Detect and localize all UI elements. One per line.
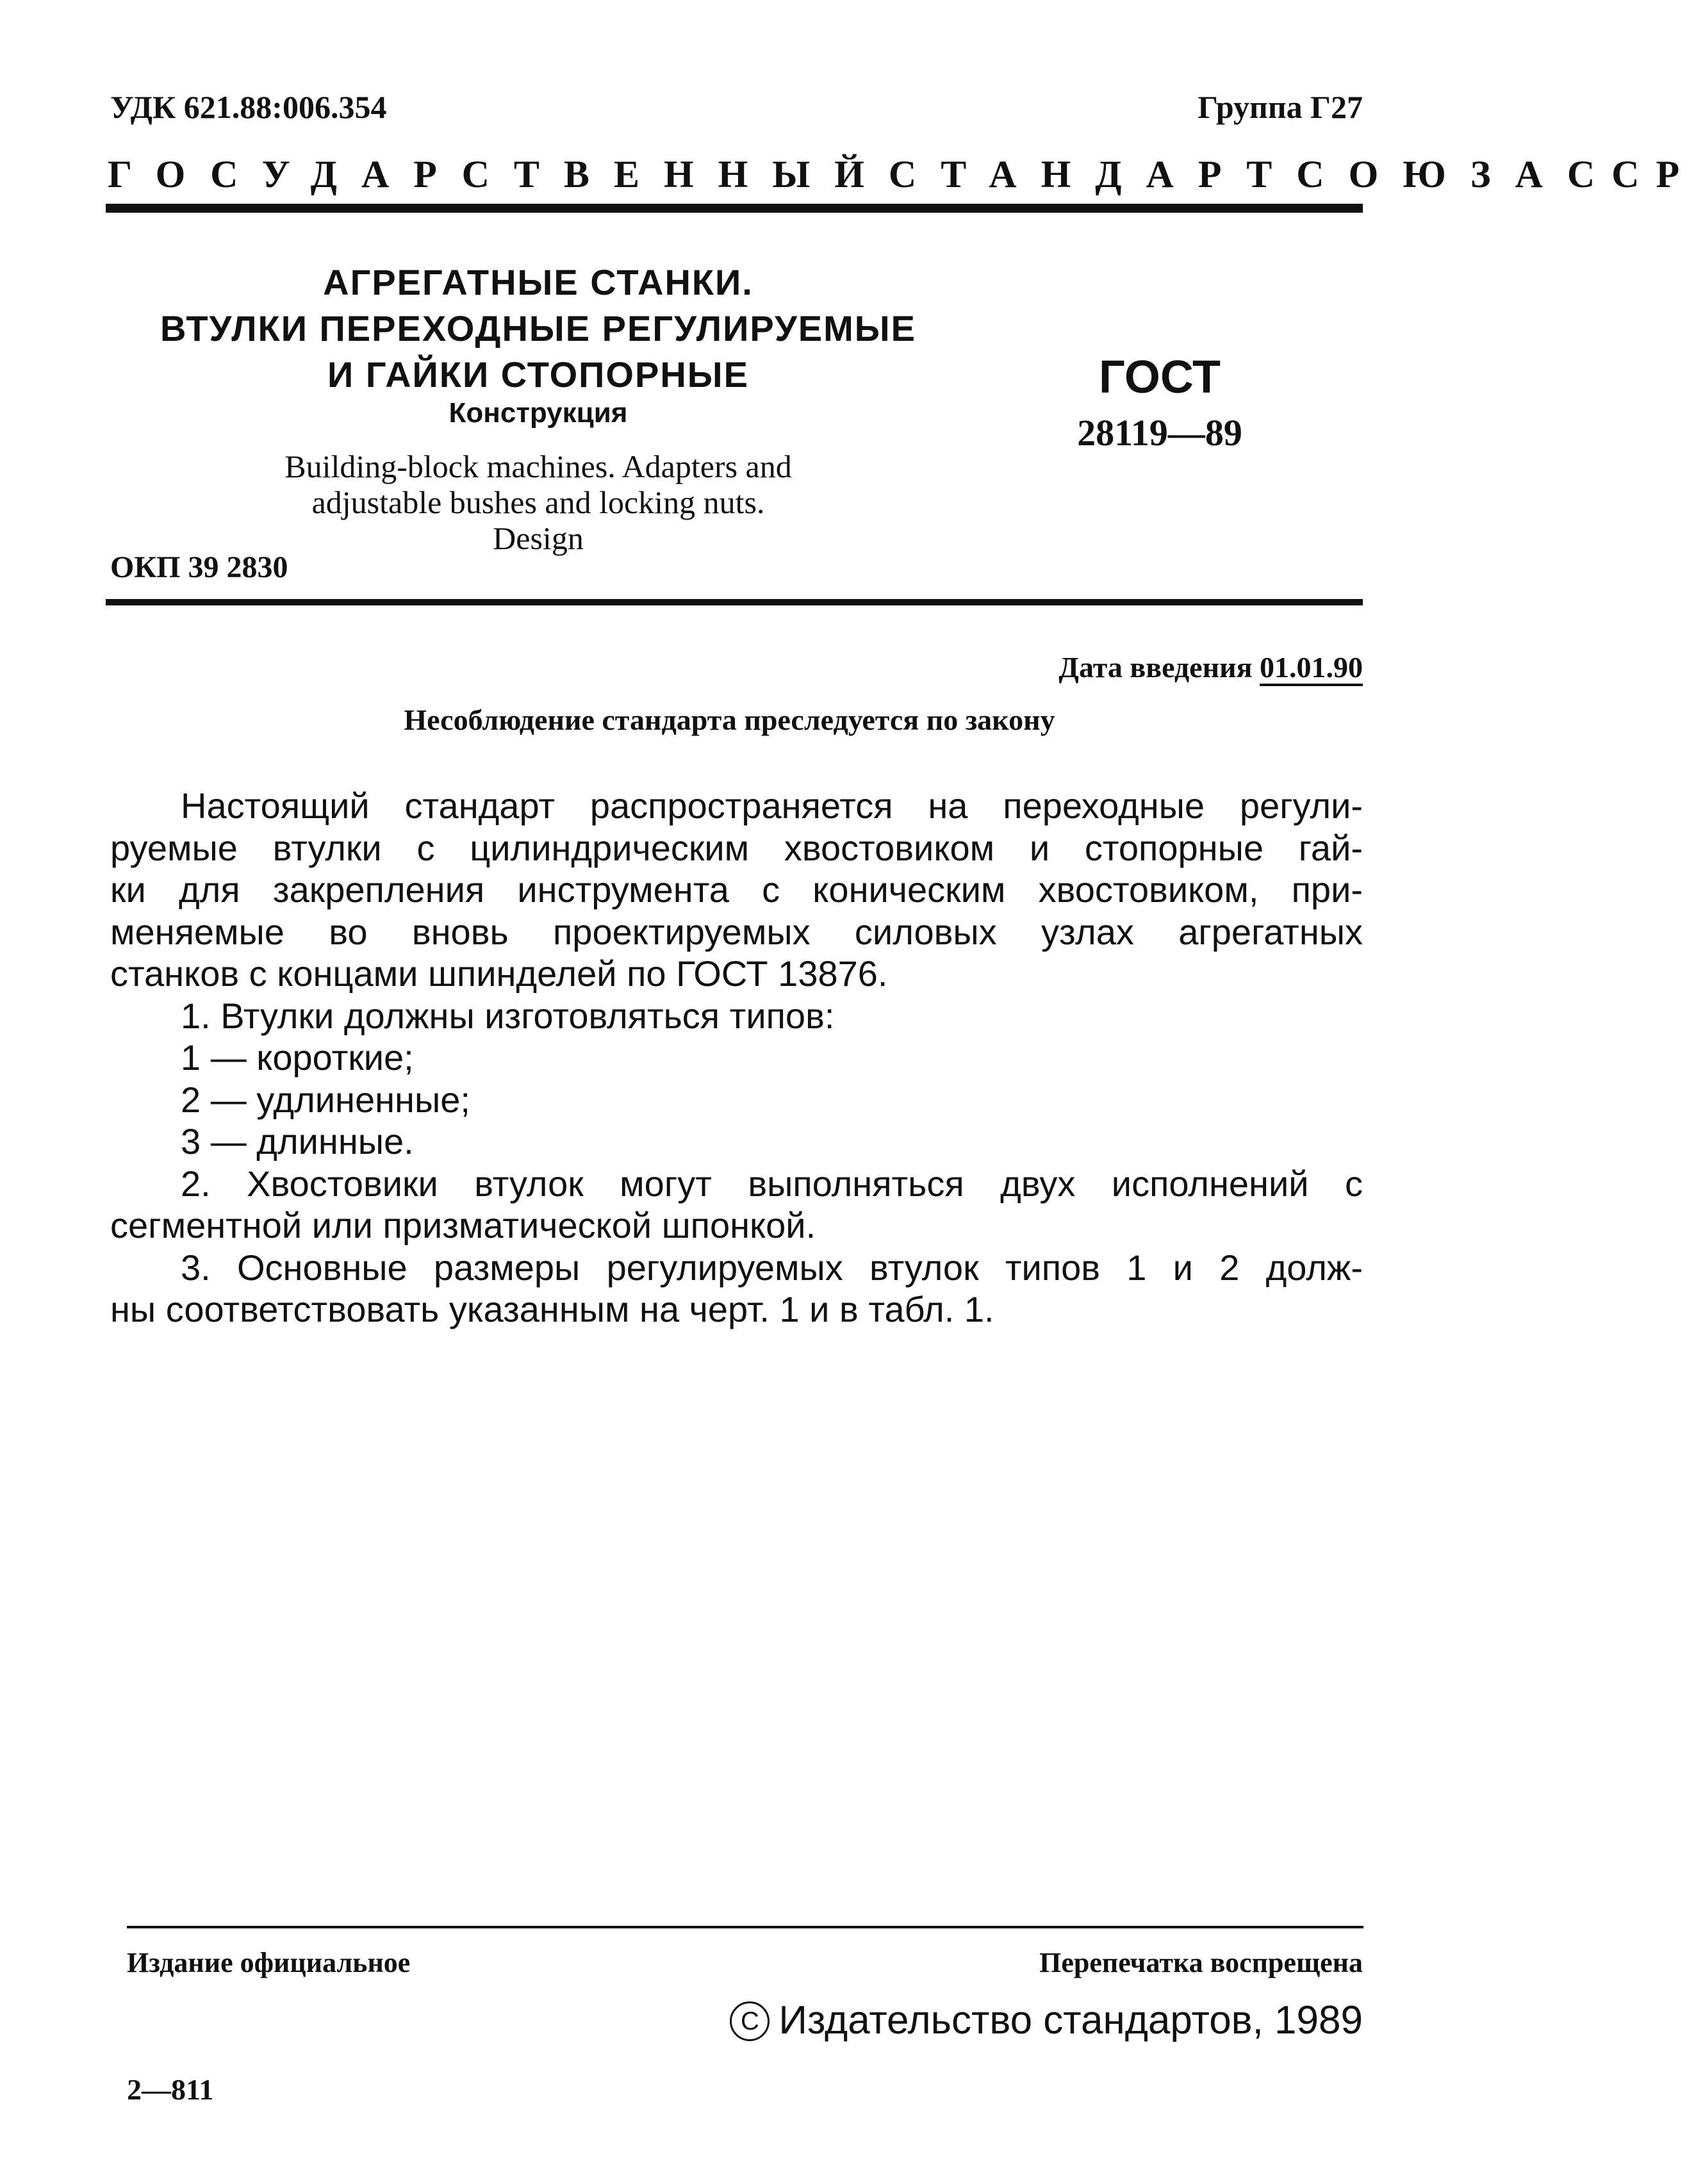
english-line-2: adjustable bushes and locking nuts.	[311, 484, 765, 520]
footer-divider	[127, 1926, 1363, 1928]
print-code: 2—811	[127, 2073, 214, 2106]
title-line-2: ВТУЛКИ ПЕРЕХОДНЫЕ РЕГУЛИРУЕМЫЕ	[160, 308, 916, 349]
edition-note: Издание официальное	[127, 1947, 411, 1978]
okp-code: ОКП 39 2830	[110, 550, 288, 584]
state-word-3: СОЮЗА	[1296, 153, 1567, 195]
body-line: 1 — короткие;	[181, 1037, 414, 1078]
body-line: сегментной или призматической шпонкой.	[110, 1205, 816, 1245]
body-line: меняемые во вновь проектируемых силовых узлах агрегатных	[110, 911, 1363, 952]
state-word-4: ССР	[1567, 153, 1696, 195]
introduction-date-value: 01.01.90	[1260, 651, 1363, 684]
title-line-3: И ГАЙКИ СТОПОРНЫЕ	[327, 354, 749, 395]
top-divider	[106, 204, 1363, 213]
state-word-2: СТАНДАРТ	[888, 153, 1297, 195]
reprint-note: Перепечатка воспрещена	[1039, 1947, 1363, 1978]
copyright-text: Издательство стандартов, 1989	[778, 1998, 1363, 2042]
body-line: ны соответствовать указанным на черт. 1 и в табл. 1.	[110, 1289, 994, 1329]
gost-number: 28119—89	[1077, 412, 1242, 454]
state-standard-banner	[108, 152, 1696, 197]
group-code: Группа Г27	[1198, 89, 1363, 125]
body-line: 2 — удлиненные;	[181, 1079, 470, 1120]
body-line: 3 — длинные.	[181, 1121, 414, 1162]
english-line-3: Design	[493, 520, 584, 556]
body-line: ки для закрепления инструмента с коническим хвостовиком, при-	[110, 869, 1363, 910]
copyright-icon: C	[730, 2001, 770, 2041]
body-line: 1. Втулки должны изготовляться типов:	[181, 995, 835, 1036]
title-line-1: АГРЕГАТНЫЕ СТАНКИ.	[323, 262, 753, 302]
law-notice: Несоблюдение стандарта преследуется по закону	[404, 703, 1055, 736]
middle-divider	[106, 599, 1363, 605]
copyright-line	[730, 1998, 1363, 2043]
english-line-1: Building-block machines. Adapters and	[284, 448, 792, 484]
document-body	[110, 785, 1363, 1331]
document-title	[160, 259, 916, 398]
body-line: руемые втулки с цилиндрическим хвостовиком и стопорные гай-	[110, 827, 1363, 868]
gost-label: ГОСТ	[1098, 352, 1221, 403]
body-line: 3. Основные размеры регулируемых втулок типов 1 и 2 долж-	[181, 1247, 1363, 1288]
body-line: 2. Хвостовики втулок могут выполняться двух исполнений с	[181, 1163, 1363, 1204]
state-word-1: ГОСУДАРСТВЕННЫЙ	[108, 153, 889, 195]
udk-code: УДК 621.88:006.354	[110, 89, 387, 125]
introduction-date-label: Дата введения	[1058, 651, 1253, 684]
english-title	[160, 448, 916, 556]
introduction-date	[1058, 650, 1363, 684]
document-subtitle: Конструкция	[449, 397, 628, 429]
body-line: Настоящий стандарт распространяется на переходные регули-	[181, 785, 1363, 826]
body-line: станков с концами шпинделей по ГОСТ 13876.	[110, 953, 888, 994]
